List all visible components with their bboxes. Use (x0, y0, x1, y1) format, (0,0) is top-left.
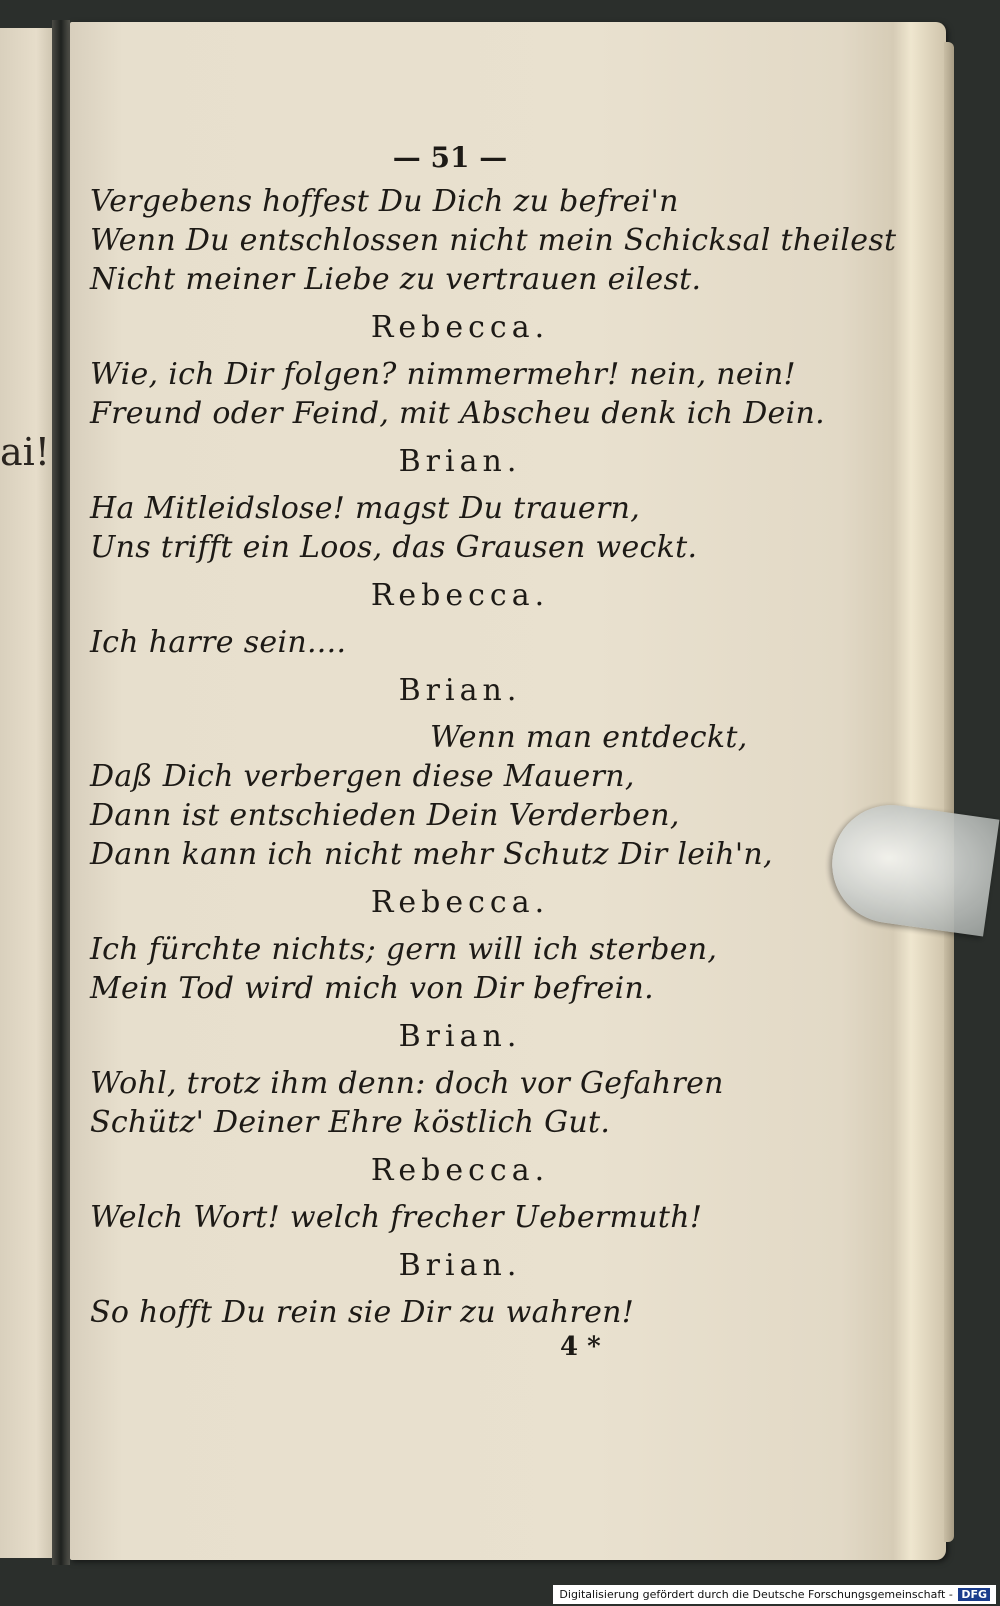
verse-line: Wenn man entdeckt, (430, 720, 748, 755)
speaker-name: Rebecca. (370, 1153, 550, 1188)
verse-block (90, 433, 790, 567)
verse-block (90, 662, 790, 874)
verse-line: Daß Dich verbergen diese Mauern, (90, 759, 635, 794)
verse-line: Wenn Du entschlossen nicht mein Schicksal theilest (90, 223, 897, 258)
verse-line: Nicht meiner Liebe zu vertrauen eilest. (90, 262, 702, 297)
verse-block (90, 567, 790, 662)
speaker-name: Brian. (398, 444, 522, 479)
verse-line: Schütz' Deiner Ehre köstlich Gut. (90, 1105, 611, 1140)
verse-block (90, 1142, 790, 1237)
verse-block (90, 1008, 790, 1142)
verse-block (90, 874, 790, 1008)
speaker-name: Brian. (398, 1019, 522, 1054)
speaker-name: Brian. (398, 673, 522, 708)
page-number: — 51 — (392, 141, 508, 174)
page-content (90, 134, 897, 1362)
verse-line: Dann kann ich nicht mehr Schutz Dir leih'n, (90, 837, 773, 872)
verse-line: Ha Mitleidslose! magst Du trauern, (90, 491, 641, 526)
speaker-name: Brian. (398, 1248, 522, 1283)
verse-line: Wie, ich Dir folgen? nimmermehr! nein, nein! (90, 357, 796, 392)
book-gutter (52, 20, 70, 1565)
verse-block (90, 1237, 790, 1332)
verse-block (90, 182, 897, 299)
verse-line: Vergebens hoffest Du Dich zu befrei'n (90, 184, 679, 219)
footer-text: Digitalisierung gefördert durch die Deutsche Forschungsgemeinschaft - (559, 1588, 953, 1601)
verse-line: So hofft Du rein sie Dir zu wahren! (90, 1295, 635, 1330)
verse-line: Uns trifft ein Loos, das Grausen weckt. (90, 530, 698, 565)
dfg-logo-badge: DFG (958, 1588, 990, 1601)
speaker-name: Rebecca. (370, 578, 550, 613)
signature-mark: 4 * (560, 1332, 601, 1362)
page-edge (944, 42, 954, 1542)
verse-line: Welch Wort! welch frecher Uebermuth! (90, 1200, 703, 1235)
verse-line: Mein Tod wird mich von Dir befrein. (90, 971, 654, 1006)
book-page (70, 22, 946, 1560)
left-page-text-fragment: ai! (0, 430, 51, 474)
verse-line: Wohl, trotz ihm denn: doch vor Gefahren (90, 1066, 724, 1101)
speaker-name: Rebecca. (370, 885, 550, 920)
verse-line: Freund oder Feind, mit Abscheu denk ich Dein. (90, 396, 825, 431)
digitization-footer (553, 1585, 996, 1604)
speaker-name: Rebecca. (370, 310, 550, 345)
verse-line: Ich harre sein.... (90, 625, 347, 660)
verse-line: Dann ist entschieden Dein Verderben, (90, 798, 680, 833)
verse-block (90, 299, 825, 433)
left-page-edge (0, 28, 54, 1558)
verse-line: Ich fürchte nichts; gern will ich sterben, (90, 932, 718, 967)
